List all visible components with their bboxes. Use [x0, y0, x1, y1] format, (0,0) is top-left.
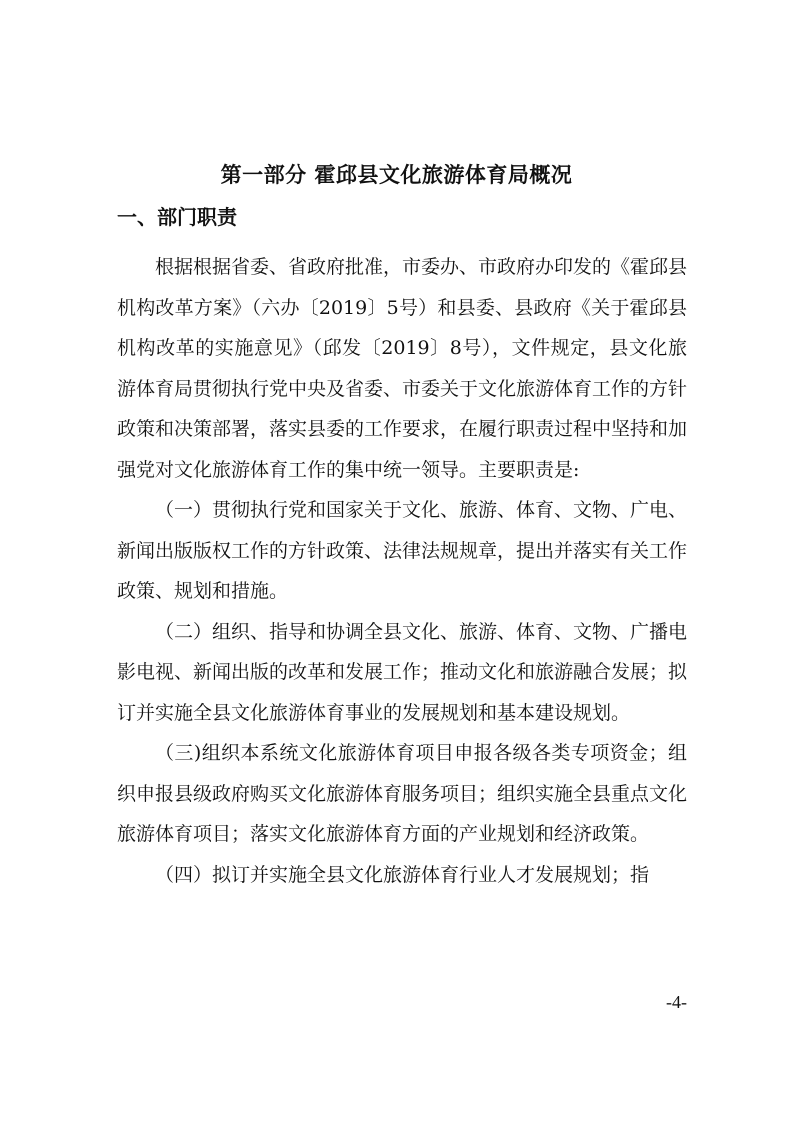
section-heading: 一、部门职责 [117, 205, 237, 229]
paragraph-item-2: （二）组织、指导和协调全县文化、旅游、体育、文物、广播电影电视、新闻出版的改革和发展工作；推动文化和旅游融合发展；拟订并实施全县文化旅游体育事业的发展规划和基本建设规划。 [117, 620, 688, 724]
paragraph-item-4: （四）拟订并实施全县文化旅游体育行业人才发展规划；指 [155, 863, 650, 886]
page-title: 第一部分 霍邱县文化旅游体育局概况 [220, 163, 573, 187]
paragraph-item-1: （一）贯彻执行党和国家关于文化、旅游、体育、文物、广电、新闻出版版权工作的方针政策、法律法规规章，提出并落实有关工作政策、规划和措施。 [117, 499, 688, 602]
body-text [117, 247, 687, 895]
paragraph-intro: 根据根据省委、省政府批准，市委办、市政府办印发的《霍邱县机构改革方案》（六办〔2019〕5号）和县委、县政府《关于霍邱县机构改革的实施意见》（邱发〔2019〕8号），文件规定，县文化旅游体育局贯彻执行党中央及省委、市委关于文化旅游体育工作的方针政策和决策部署，落实县委的工作要求，在履行职责过程中坚持和加强党对文化旅游体育工作的集中统一领导。主要职责是: [117, 256, 688, 481]
paragraph-item-3: （三)组织本系统文化旅游体育项目申报各级各类专项资金；组织申报县级政府购买文化旅游体育服务项目；组织实施全县重点文化旅游体育项目；落实文化旅游体育方面的产业规划和经济政策。 [117, 742, 688, 845]
page-number: -4- [666, 992, 687, 1012]
